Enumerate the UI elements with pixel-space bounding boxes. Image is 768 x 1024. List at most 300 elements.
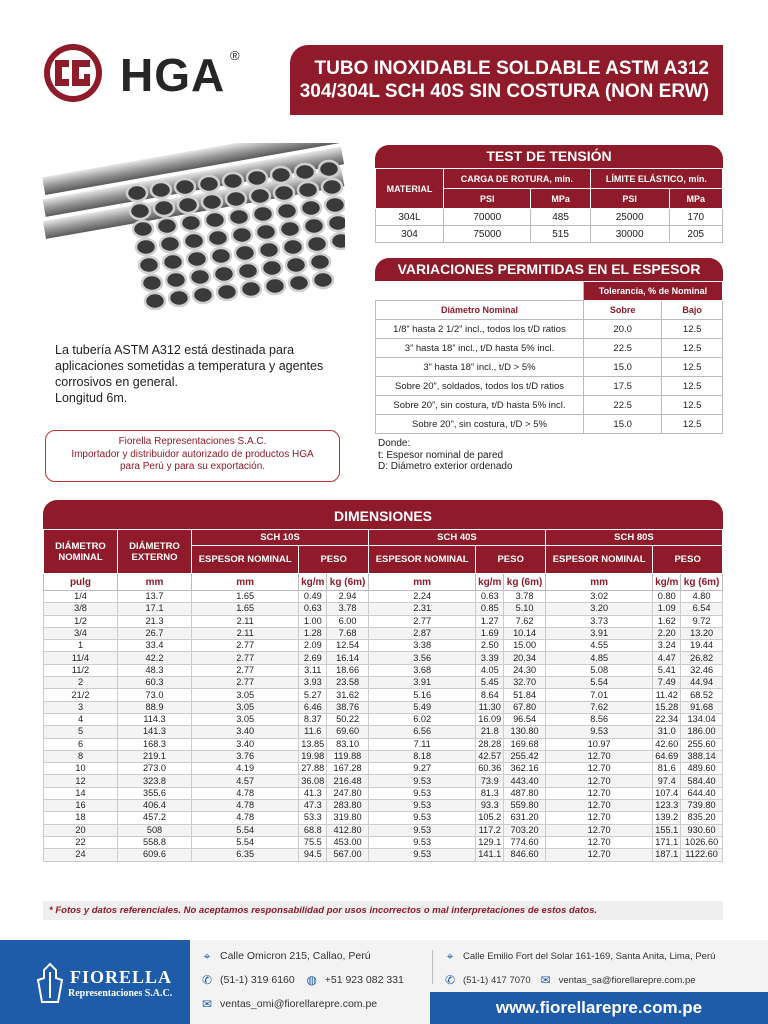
dimension-cell: 774.60 xyxy=(504,836,546,848)
variation-row xyxy=(376,415,723,434)
dimension-cell: 11/2 xyxy=(44,664,118,676)
pipe-end xyxy=(262,260,282,276)
dimension-cell: 6.46 xyxy=(299,701,327,713)
variation-cell: 1/8” hasta 2 1/2” incl., todos los t/D ratios xyxy=(376,320,584,339)
pipe-end xyxy=(301,200,321,216)
dimension-cell: 1122.60 xyxy=(681,849,723,861)
dimension-cell: 609.6 xyxy=(118,849,192,861)
dimension-cell: 4.55 xyxy=(545,640,652,652)
dimension-cell: 1.69 xyxy=(476,627,504,639)
dimension-cell: 0.80 xyxy=(653,591,681,603)
pipe-end xyxy=(232,227,252,243)
dimension-cell: 4 xyxy=(44,713,118,725)
pipe-end xyxy=(229,209,249,225)
variation-row xyxy=(376,358,723,377)
dimension-cell: 2.09 xyxy=(299,640,327,652)
pipe-end xyxy=(304,218,324,234)
espesor-header: ESPESOR NOMINAL xyxy=(545,546,652,574)
dimension-cell: 50.22 xyxy=(327,713,369,725)
tension-cell: 70000 xyxy=(444,209,531,226)
dimension-cell: 489.60 xyxy=(681,763,723,775)
dimension-row xyxy=(44,640,723,652)
dimension-cell: 81.3 xyxy=(476,787,504,799)
dimension-cell: 10 xyxy=(44,763,118,775)
dimension-cell: 15.28 xyxy=(653,701,681,713)
dimension-cell: 11.6 xyxy=(299,726,327,738)
pipe-end xyxy=(277,203,297,219)
dimension-cell: 8.37 xyxy=(299,713,327,725)
dimension-cell: 2.77 xyxy=(368,615,475,627)
dimension-cell: 47.3 xyxy=(299,800,327,812)
variation-cell: 12.5 xyxy=(662,396,723,415)
dimension-cell: 21.8 xyxy=(476,726,504,738)
dimension-row xyxy=(44,750,723,762)
unit-kgm: kg/m xyxy=(476,574,504,591)
dimension-cell: 44.94 xyxy=(681,677,723,689)
dimension-row xyxy=(44,763,723,775)
dimension-cell: 12.70 xyxy=(545,763,652,775)
pipe-end xyxy=(283,239,303,255)
location-pin-icon: ⌖ xyxy=(203,949,211,963)
unit-mm: mm xyxy=(192,574,299,591)
whatsapp-icon: ◍ xyxy=(306,973,317,987)
variation-row xyxy=(376,339,723,358)
dimension-row xyxy=(44,713,723,725)
dimension-cell: 219.1 xyxy=(118,750,192,762)
dimension-cell: 73.9 xyxy=(476,775,504,787)
dimension-cell: 48.3 xyxy=(118,664,192,676)
dimension-cell: 4.78 xyxy=(192,812,299,824)
variation-cell: 15.0 xyxy=(584,358,662,377)
dimension-cell: 167.28 xyxy=(327,763,369,775)
dimension-cell: 139.2 xyxy=(653,812,681,824)
phone-icon: ✆ xyxy=(201,973,213,987)
pipe-bundle-photo xyxy=(42,143,345,323)
title-band xyxy=(290,45,723,115)
dimension-cell: 3.05 xyxy=(192,689,299,701)
dimension-cell: 1/2 xyxy=(44,615,118,627)
variation-cell: Sobre 20”, sin costura, t/D > 5% xyxy=(376,415,584,434)
dimension-cell: 4.78 xyxy=(192,787,299,799)
variation-row xyxy=(376,320,723,339)
title-line-1: TUBO INOXIDABLE SOLDABLE ASTM A312 xyxy=(314,58,709,79)
dimension-cell: 6.56 xyxy=(368,726,475,738)
nominal-header: DIÁMETRO NOMINAL xyxy=(44,530,118,574)
dimension-cell: 8.56 xyxy=(545,713,652,725)
dimension-row xyxy=(44,849,723,861)
dimension-row xyxy=(44,664,723,676)
dimension-cell: 9.72 xyxy=(681,615,723,627)
dimension-cell: 4.47 xyxy=(653,652,681,664)
dimension-cell: 4.78 xyxy=(192,800,299,812)
pipe-end xyxy=(256,224,276,240)
dimension-cell: 7.68 xyxy=(327,627,369,639)
disclaimer: * Fotos y datos referenciales. No aceptamos responsabilidad por usos incorrectos o mal interpretaciones de estos datos. xyxy=(43,901,723,920)
dimension-cell: 835.20 xyxy=(681,812,723,824)
variation-table xyxy=(375,281,723,434)
dimension-cell: 273.0 xyxy=(118,763,192,775)
dimension-cell: 6.02 xyxy=(368,713,475,725)
dimension-cell: 17.1 xyxy=(118,603,192,615)
dimension-cell: 16.14 xyxy=(327,652,369,664)
dimension-cell: 169.68 xyxy=(504,738,546,750)
footer-contact-2 xyxy=(443,944,715,992)
dimension-cell: 7.11 xyxy=(368,738,475,750)
note-where: Donde: xyxy=(378,438,411,449)
dimension-cell: 22 xyxy=(44,836,118,848)
dimension-cell: 3/4 xyxy=(44,627,118,639)
dimension-cell: 12.70 xyxy=(545,800,652,812)
dimension-cell: 96.54 xyxy=(504,713,546,725)
pipe-end xyxy=(175,179,195,195)
pipe-end xyxy=(130,203,150,219)
dimension-cell: 19.44 xyxy=(681,640,723,652)
dimension-cell: 5.27 xyxy=(299,689,327,701)
whatsapp-number[interactable]: +51 923 082 331 xyxy=(324,974,404,986)
website-link[interactable]: www.fiorellarepre.com.pe xyxy=(430,992,768,1024)
dimension-cell: 5.45 xyxy=(476,677,504,689)
pipe-end xyxy=(157,218,177,234)
dimension-cell: 355.6 xyxy=(118,787,192,799)
dimension-cell: 129.1 xyxy=(476,836,504,848)
pipe-end xyxy=(313,272,333,288)
dimension-cell: 3 xyxy=(44,701,118,713)
dimension-cell: 18 xyxy=(44,812,118,824)
dimension-cell: 323.8 xyxy=(118,775,192,787)
dimension-cell: 2.11 xyxy=(192,615,299,627)
tension-cell: 75000 xyxy=(444,226,531,243)
pipe-end xyxy=(325,197,345,213)
dimension-cell: 141.3 xyxy=(118,726,192,738)
address-1: Calle Omicron 215, Callao, Perú xyxy=(220,950,371,962)
dimension-cell: 134.04 xyxy=(681,713,723,725)
sch80-header: SCH 80S xyxy=(545,530,722,546)
dimension-row xyxy=(44,775,723,787)
elastico-header: LÍMITE ELÁSTICO, mín. xyxy=(590,169,722,189)
dimension-cell: 8.64 xyxy=(476,689,504,701)
rep-line-1: Fiorella Representaciones S.A.C. xyxy=(118,436,267,447)
hga-logo-mark-icon xyxy=(42,42,104,104)
dimension-row xyxy=(44,836,723,848)
dimension-cell: 9.53 xyxy=(368,849,475,861)
variation-cell: Sobre 20”, soldados, todos los t/D ratios xyxy=(376,377,584,396)
dimension-cell: 3.76 xyxy=(192,750,299,762)
dimension-cell: 4.57 xyxy=(192,775,299,787)
peso-header: PESO xyxy=(476,546,546,574)
dimension-cell: 0.63 xyxy=(476,591,504,603)
dimension-cell: 1 xyxy=(44,640,118,652)
dimension-cell: 5.10 xyxy=(504,603,546,615)
representative-box xyxy=(45,430,340,482)
pipe-end xyxy=(328,215,345,231)
hga-logo xyxy=(42,42,247,104)
brand-name: HGA xyxy=(120,49,226,101)
dimension-cell: 7.62 xyxy=(545,701,652,713)
material-header: MATERIAL xyxy=(376,169,444,209)
dimension-cell: 38.76 xyxy=(327,701,369,713)
unit-kg6: kg (6m) xyxy=(327,574,369,591)
dimension-cell: 3.05 xyxy=(192,713,299,725)
dimension-cell: 20.34 xyxy=(504,652,546,664)
pipe-end xyxy=(127,185,147,201)
dimension-cell: 2.77 xyxy=(192,652,299,664)
dimension-cell: 31.0 xyxy=(653,726,681,738)
dimension-cell: 6 xyxy=(44,738,118,750)
tension-row xyxy=(376,226,723,243)
dimension-cell: 255.42 xyxy=(504,750,546,762)
dimension-cell: 1.27 xyxy=(476,615,504,627)
tension-title: TEST DE TENSIÓN xyxy=(375,145,723,168)
dimension-cell: 2.69 xyxy=(299,652,327,664)
dimension-cell: 168.3 xyxy=(118,738,192,750)
address-2: Calle Emilio Fort del Solar 161-169, Santa Anita, Lima, Perú xyxy=(463,950,716,962)
pipe-end xyxy=(280,221,300,237)
unit-kg6: kg (6m) xyxy=(504,574,546,591)
phone-1[interactable]: (51-1) 319 6160 xyxy=(220,974,295,986)
dimension-cell: 12.70 xyxy=(545,787,652,799)
pipe-end xyxy=(250,188,270,204)
email-2[interactable]: ventas_sa@fiorellarepre.com.pe xyxy=(558,974,696,986)
dimension-cell: 19.98 xyxy=(299,750,327,762)
dimension-cell: 9.53 xyxy=(368,836,475,848)
dimension-cell: 13.7 xyxy=(118,591,192,603)
dimension-cell: 10.14 xyxy=(504,627,546,639)
pipe-end xyxy=(238,263,258,279)
mpa-header: MPa xyxy=(669,189,722,209)
pipe-end xyxy=(271,167,291,183)
blank-cell xyxy=(376,282,584,301)
dimension-cell: 64.69 xyxy=(653,750,681,762)
variation-cell: 22.5 xyxy=(584,339,662,358)
pipe-end xyxy=(142,275,162,291)
dimension-cell: 9.53 xyxy=(368,812,475,824)
dimension-cell: 73.0 xyxy=(118,689,192,701)
tension-cell: 304 xyxy=(376,226,444,243)
dimension-row xyxy=(44,603,723,615)
over-header: Sobre xyxy=(584,301,662,320)
dimension-cell: 12.70 xyxy=(545,775,652,787)
mpa-header: MPa xyxy=(531,189,590,209)
pipe-end xyxy=(274,185,294,201)
footer-contact-1 xyxy=(200,944,404,1016)
dimension-cell: 559.80 xyxy=(504,800,546,812)
dimension-cell: 1/4 xyxy=(44,591,118,603)
variation-cell: 20.0 xyxy=(584,320,662,339)
pipe-end xyxy=(319,161,339,177)
email-1[interactable]: ventas_omi@fiorellarepre.com.pe xyxy=(220,998,378,1010)
pipe-end xyxy=(298,182,318,198)
variation-cell: 17.5 xyxy=(584,377,662,396)
email-icon: ✉ xyxy=(201,997,213,1011)
dimension-cell: 930.60 xyxy=(681,824,723,836)
dimension-cell: 7.01 xyxy=(545,689,652,701)
dimension-cell: 11/4 xyxy=(44,652,118,664)
pipe-end xyxy=(166,272,186,288)
dimension-cell: 18.66 xyxy=(327,664,369,676)
dimension-cell: 2.87 xyxy=(368,627,475,639)
variation-cell: 22.5 xyxy=(584,396,662,415)
dimension-cell: 105.2 xyxy=(476,812,504,824)
dimension-cell: 457.2 xyxy=(118,812,192,824)
dimension-cell: 88.9 xyxy=(118,701,192,713)
variation-cell: 12.5 xyxy=(662,320,723,339)
dimension-cell: 68.52 xyxy=(681,689,723,701)
dimension-cell: 216.48 xyxy=(327,775,369,787)
dimension-cell: 388.14 xyxy=(681,750,723,762)
dimension-row xyxy=(44,591,723,603)
description-length: Longitud 6m. xyxy=(55,391,128,405)
dimension-row xyxy=(44,726,723,738)
registered-mark: ® xyxy=(230,48,240,63)
dimension-cell: 3.78 xyxy=(504,591,546,603)
unit-pulg: pulg xyxy=(44,574,118,591)
pipe-end xyxy=(136,239,156,255)
pipe-end xyxy=(235,245,255,261)
dimension-cell: 5.41 xyxy=(653,664,681,676)
dimension-cell: 3.78 xyxy=(327,603,369,615)
dimension-cell: 20 xyxy=(44,824,118,836)
pipe-end xyxy=(190,269,210,285)
dimension-cell: 16.09 xyxy=(476,713,504,725)
dimension-cell: 2.77 xyxy=(192,640,299,652)
dimension-cell: 186.00 xyxy=(681,726,723,738)
pipe-end xyxy=(295,164,315,180)
tension-cell: 304L xyxy=(376,209,444,226)
pipe-end xyxy=(163,254,183,270)
dimension-cell: 4.85 xyxy=(545,652,652,664)
unit-kg6: kg (6m) xyxy=(681,574,723,591)
pipe-end xyxy=(208,230,228,246)
sch40-header: SCH 40S xyxy=(368,530,545,546)
dimension-cell: 42.60 xyxy=(653,738,681,750)
unit-mm: mm xyxy=(118,574,192,591)
phone-2[interactable]: (51-1) 417 7070 xyxy=(463,974,531,986)
crest-icon xyxy=(36,962,64,1004)
rep-line-2: Importador y distribuidor autorizado de productos HGA xyxy=(71,448,314,460)
dimension-cell: 11.30 xyxy=(476,701,504,713)
dimension-cell: 12.70 xyxy=(545,824,652,836)
dimension-cell: 631.20 xyxy=(504,812,546,824)
pipe-end xyxy=(217,284,237,300)
pipe-end xyxy=(133,221,153,237)
dimension-cell: 1.09 xyxy=(653,603,681,615)
variation-cell: 3” hasta 18” incl., t/D hasta 5% incl. xyxy=(376,339,584,358)
dimension-cell: 2.50 xyxy=(476,640,504,652)
dimension-cell: 26.7 xyxy=(118,627,192,639)
dimension-cell: 406.4 xyxy=(118,800,192,812)
dimension-cell: 567.00 xyxy=(327,849,369,861)
dimension-cell: 24.30 xyxy=(504,664,546,676)
dimension-cell: 12 xyxy=(44,775,118,787)
dimension-cell: 3.93 xyxy=(299,677,327,689)
dimension-cell: 3.73 xyxy=(545,615,652,627)
dimension-cell: 97.4 xyxy=(653,775,681,787)
dimension-cell: 91.68 xyxy=(681,701,723,713)
dimension-cell: 1.00 xyxy=(299,615,327,627)
dimension-cell: 27.88 xyxy=(299,763,327,775)
dimension-cell: 0.63 xyxy=(299,603,327,615)
espesor-header: ESPESOR NOMINAL xyxy=(368,546,475,574)
dimension-cell: 7.49 xyxy=(653,677,681,689)
pipe-end xyxy=(178,197,198,213)
dimension-row xyxy=(44,800,723,812)
dimension-row xyxy=(44,615,723,627)
variation-cell: 12.5 xyxy=(662,377,723,396)
dimension-cell: 3.05 xyxy=(192,701,299,713)
dimension-cell: 155.1 xyxy=(653,824,681,836)
dimension-cell: 8.18 xyxy=(368,750,475,762)
dimension-row xyxy=(44,738,723,750)
rotura-header: CARGA DE ROTURA, mín. xyxy=(444,169,591,189)
dimension-cell: 93.3 xyxy=(476,800,504,812)
rep-line-3: para Perú y para su exportación. xyxy=(119,461,266,472)
dimension-cell: 443.40 xyxy=(504,775,546,787)
dimension-cell: 739.80 xyxy=(681,800,723,812)
email-icon: ✉ xyxy=(540,973,551,987)
pipe-end xyxy=(247,170,267,186)
peso-header: PESO xyxy=(299,546,369,574)
dimension-cell: 16 xyxy=(44,800,118,812)
unit-kgm: kg/m xyxy=(299,574,327,591)
dimension-cell: 32.46 xyxy=(681,664,723,676)
dimension-cell: 68.8 xyxy=(299,824,327,836)
dimension-cell: 3.40 xyxy=(192,738,299,750)
dimension-cell: 12.70 xyxy=(545,750,652,762)
dimension-cell: 319.80 xyxy=(327,812,369,824)
dimension-cell: 67.80 xyxy=(504,701,546,713)
variation-cell: 3” hasta 18” incl., t/D > 5% xyxy=(376,358,584,377)
dimension-cell: 81.6 xyxy=(653,763,681,775)
pipe-end xyxy=(259,242,279,258)
espesor-header: ESPESOR NOMINAL xyxy=(192,546,299,574)
dimension-cell: 4.19 xyxy=(192,763,299,775)
dimension-cell: 171.1 xyxy=(653,836,681,848)
dimension-cell: 362.16 xyxy=(504,763,546,775)
dimension-cell: 94.5 xyxy=(299,849,327,861)
dimension-cell: 33.4 xyxy=(118,640,192,652)
dimension-cell: 1.62 xyxy=(653,615,681,627)
pipe-end xyxy=(205,212,225,228)
dimension-cell: 247.80 xyxy=(327,787,369,799)
note-d: D: Diámetro exterior ordenado xyxy=(378,461,513,472)
dimension-cell: 123.3 xyxy=(653,800,681,812)
pipe-end xyxy=(286,257,306,273)
dimension-cell: 1.65 xyxy=(192,591,299,603)
external-header: DIÁMETRO EXTERNO xyxy=(118,530,192,574)
dimension-cell: 6.54 xyxy=(681,603,723,615)
variation-row xyxy=(376,396,723,415)
dimension-cell: 32.70 xyxy=(504,677,546,689)
dimension-cell: 69.60 xyxy=(327,726,369,738)
dimension-cell: 10.97 xyxy=(545,738,652,750)
under-header: Bajo xyxy=(662,301,723,320)
pipe-end xyxy=(145,293,165,309)
dimension-cell: 3.91 xyxy=(545,627,652,639)
product-description xyxy=(55,342,330,406)
pipe-end xyxy=(241,281,261,297)
dimension-cell: 9.53 xyxy=(368,775,475,787)
dimension-cell: 9.53 xyxy=(368,787,475,799)
dimension-cell: 3.02 xyxy=(545,591,652,603)
dimension-cell: 2.77 xyxy=(192,677,299,689)
dimension-cell: 26.82 xyxy=(681,652,723,664)
dimension-cell: 3.68 xyxy=(368,664,475,676)
dimension-cell: 23.58 xyxy=(327,677,369,689)
phone-icon: ✆ xyxy=(444,973,456,987)
dimension-cell: 5.54 xyxy=(192,836,299,848)
dimension-cell: 6.35 xyxy=(192,849,299,861)
dimension-cell: 60.3 xyxy=(118,677,192,689)
